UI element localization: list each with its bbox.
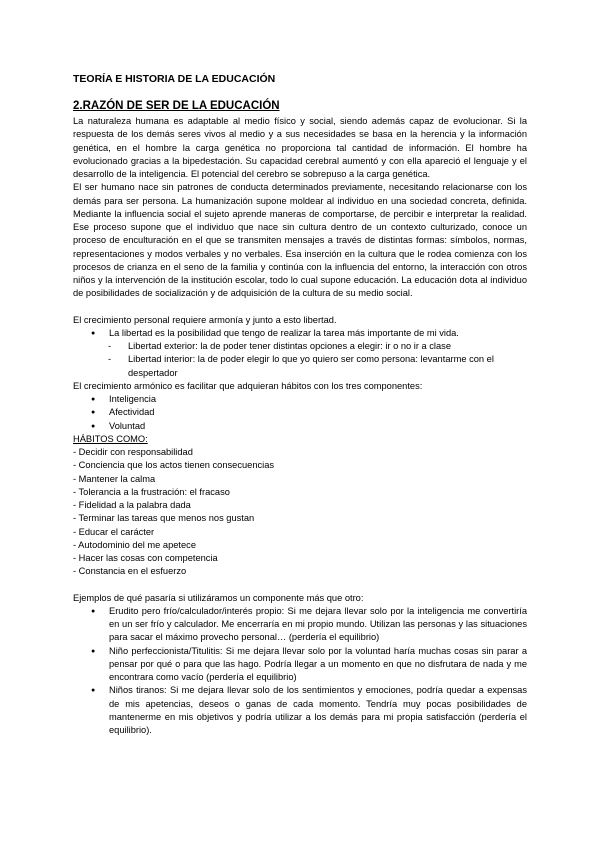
list-item: - Mantener la calma bbox=[73, 473, 156, 484]
habits-heading: HÁBITOS COMO: bbox=[73, 433, 148, 444]
list-item: - Conciencia que los actos tienen consecuencias bbox=[73, 460, 275, 471]
libertad-sublist bbox=[73, 340, 527, 380]
list-item: ● Niños tiranos: Si me dejara llevar solo de los sentimientos y emociones, podría quedar a expensas de mis apetencias, deseos o ganas de cada momento. Tendría muy pocas posibilidades de mantenerme en mis objetivos y podría utilizar a los demás para mi propia satisfacción (perdería el equilibrio). bbox=[109, 684, 527, 737]
libertad-list bbox=[73, 327, 527, 340]
list-item: - Libertad exterior: la de poder tener distintas opciones a elegir: ir o no ir a clase bbox=[128, 340, 527, 353]
paragraph-naturaleza: La naturaleza humana es adaptable al medio físico y social, siendo además capaz de evolucionar. Si la respuesta de los demás seres vivos al medio y a sus necesidades se basa en la herencia y la información genética, en el hombre la carga genética no proporciona tal cantidad de información. El hombre ha evolucionado gracias a la bipedestación. Su capacidad cerebral aumentó y con ella apareció el lenguaje y el desarrollo de la inteligencia. El potencial del cerebro se sobrepuso a la carga genética. bbox=[73, 116, 527, 179]
examples-list bbox=[73, 605, 527, 738]
list-item: ● Inteligencia bbox=[109, 393, 527, 406]
components-list bbox=[73, 393, 527, 433]
list-item: - Hacer las cosas con competencia bbox=[73, 553, 218, 563]
list-item: - Decidir con responsabilidad bbox=[73, 447, 193, 457]
list-item: ● Afectividad bbox=[109, 406, 527, 419]
document-title: TEORÍA E HISTORIA DE LA EDUCACIÓN bbox=[73, 73, 276, 85]
paragraph-ser-humano: El ser humano nace sin patrones de conducta determinados previamente, necesitando relacionarse con los demás para ser persona. La humanización supone moldear al individuo en una sociedad concreta, definida. Mediante la influencia social el sujeto aprende maneras de comportarse, de percibir e interpretar la realidad. Ese proceso supone que el individuo que nace sin cultura dentro de un contexto culturizado, conoce un proceso de enculturación en el que se transmiten mensajes a través de distintas formas: símbolos, normas, representaciones y modos verbales y no verbales. Esa inserción en la cultura que le rodea comienza con los procesos de crianza en el seno de la familia y continúa con la influencia del entorno, la interacción con otros niños y la intervención de la institución escolar, todo lo cual supone educación. La educación dota al individuo de posibilidades de socialización y de adquisición de la cultura de su medio social. bbox=[73, 182, 527, 299]
list-item: ● Niño perfeccionista/Titulitis: Si me dejara llevar solo por la voluntad haría muchas cosas sin parar a pensar por qué o para que las hago. Podría llegar a un momento en que no disfrutara de nada y me encontrara como vacío (perdería el equilibrio) bbox=[109, 645, 527, 685]
list-item: - Fidelidad a la palabra dada bbox=[73, 500, 191, 510]
section-heading: 2.RAZÓN DE SER DE LA EDUCACIÓN bbox=[73, 100, 280, 112]
examples-intro: Ejemplos de qué pasaría si utilizáramos un componente más que otro: bbox=[73, 592, 364, 603]
habits-list bbox=[73, 446, 527, 579]
list-item: ● La libertad es la posibilidad que tengo de realizar la tarea más importante de mi vida. bbox=[109, 327, 527, 340]
list-item: - Terminar las tareas que menos nos gustan bbox=[73, 513, 255, 524]
list-item: - Libertad interior: la de poder elegir lo que yo quiero ser como persona: levantarme con el despertador bbox=[128, 353, 527, 380]
list-item: ● Voluntad bbox=[109, 420, 527, 433]
document-body bbox=[73, 115, 527, 737]
list-item: ● Erudito pero frío/calculador/interés propio: Si me dejara llevar solo por la inteligencia me convertiría en un ser frío y calculador. Me encerraría en mi propio mundo. Utilizan las personas y las situaciones para sacar el máximo provecho personal… (perdería el equilibrio) bbox=[109, 605, 527, 645]
list-item: - Constancia en el esfuerzo bbox=[73, 566, 187, 577]
list-item: - Autodominio del me apetece bbox=[73, 539, 197, 550]
paragraph-crecimiento-personal: El crecimiento personal requiere armonía y junto a esto libertad. bbox=[73, 314, 337, 325]
list-item: - Tolerancia a la frustración: el fracaso bbox=[73, 486, 230, 497]
paragraph-crecimiento-armonico: El crecimiento armónico es facilitar que adquieran hábitos con los tres componentes: bbox=[73, 380, 423, 391]
list-item: - Educar el carácter bbox=[73, 526, 155, 537]
